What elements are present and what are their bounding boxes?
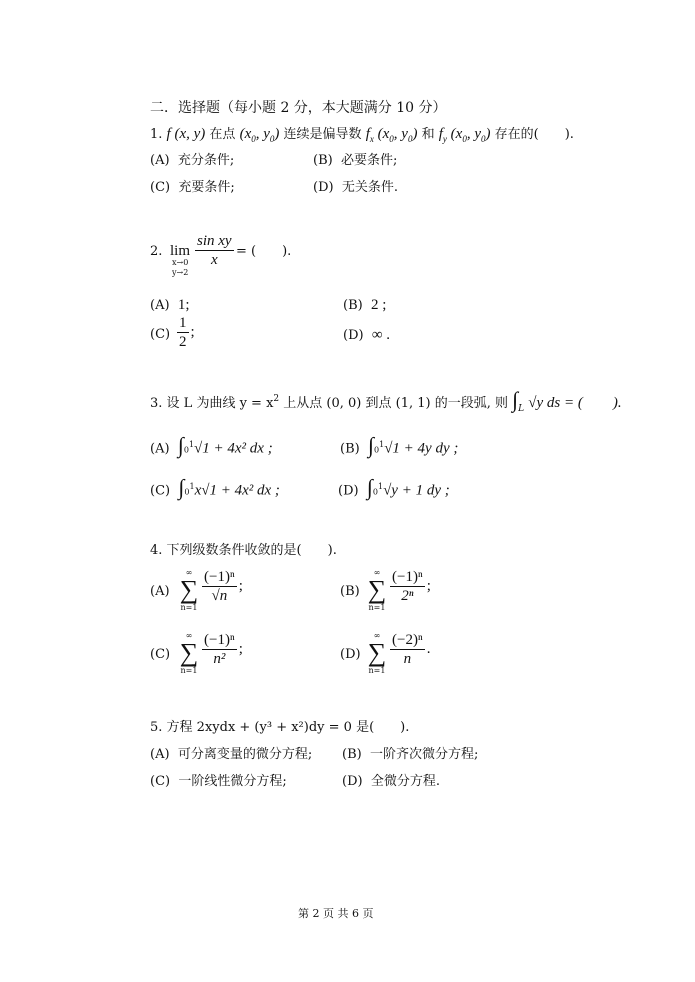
- q4-option-a-sum: ∞ ∑ n=1: [179, 568, 199, 612]
- q4-option-b-sum: ∞ ∑ n=1: [367, 568, 387, 612]
- question-3: 3. 设 L 为曲线 $y = x^2$ 上从点 (0, 0) 到点 (1, 1) 的一段弧, 则 $\int_L$ √y ds = ( ).: [150, 387, 622, 414]
- q4-option-c-frac: $\frac{\text{(−1)ⁿ}}{\text{n²}}$ ;: [204, 632, 243, 667]
- q4-option-d-label: (D): [340, 647, 361, 662]
- q4-option-c-sum: ∞ ∑ n=1: [179, 631, 199, 675]
- section-title: 二．选择题（每小题 2 分，本大题满分 10 分）: [150, 100, 447, 116]
- q2-number: 2.: [150, 244, 163, 259]
- question-1: [150, 126, 574, 143]
- q2-fraction: $\frac{\text{sin xy}}{x}$: [197, 233, 232, 268]
- page-footer: 第 2 页 共 6 页: [298, 907, 374, 920]
- q4-option-c-label: (C): [150, 647, 171, 662]
- q5-option-b: (B) 一阶齐次微分方程;: [342, 747, 479, 762]
- q1-option-a: (A) 充分条件;: [150, 153, 235, 168]
- q2-option-c-label: (C): [150, 327, 171, 342]
- q3-option-c: (C) $\int 0^1x√1 + 4x^2$ dx ;: [150, 474, 280, 500]
- q1-text-a: 在点: [209, 127, 236, 142]
- q2-option-c-fraction: $\frac{1}{2}$ ;: [179, 315, 195, 350]
- q3-option-b: (B) $\int 0^1√1 + 4y$ dy ;: [340, 432, 459, 458]
- q4-option-a-frac: $\frac{\text{(−1)ⁿ}}{√n}$ ;: [204, 569, 243, 604]
- q3-option-d: (D) $\int 0^1√y + 1$ dy ;: [338, 474, 450, 500]
- q1-option-b: (B) 必要条件;: [313, 153, 398, 168]
- q1-text-c: 和: [421, 127, 435, 142]
- q1-fx: $f_x$ ($x_0$, $y_0$): [365, 126, 418, 144]
- q5-option-d: (D) 全微分方程.: [342, 774, 440, 789]
- q2-lim-sub2: y→2: [172, 268, 189, 277]
- q1-point: ($x_0$, $y_0$): [239, 126, 280, 144]
- q4-option-b-frac: $\frac{\text{(−1)ⁿ}}{\text{2ⁿ}}$ ;: [392, 569, 431, 604]
- q2-option-d: (D) ∞ .: [343, 327, 391, 343]
- q4-option-d-sum: ∞ ∑ n=1: [367, 631, 387, 675]
- q2-option-b: (B) 2 ;: [343, 297, 387, 313]
- q3-option-a: (A) $\int 0^1√1 + 4x^2$ dx ;: [150, 432, 273, 458]
- q5-option-a: (A) 可分离变量的微分方程;: [150, 747, 313, 762]
- q1-option-c: (C) 充要条件;: [150, 180, 235, 195]
- q2-tail: = ( ).: [236, 244, 292, 259]
- q2-option-a: (A) 1;: [150, 297, 190, 313]
- q2-lim: lim: [170, 243, 191, 259]
- q4-option-a-label: (A): [150, 584, 170, 599]
- question-4: 4. 下列级数条件收敛的是( ).: [150, 543, 337, 558]
- q1-text-b: 连续是偏导数: [283, 127, 362, 142]
- q4-option-b-label: (B): [340, 584, 360, 599]
- q1-func: f (x, y): [166, 126, 206, 142]
- q1-fy: $f_y$ ($x_0$, $y_0$): [438, 126, 491, 144]
- q1-text-d: 存在的( ).: [494, 127, 574, 142]
- q4-option-d-frac: $\frac{\text{(−2)ⁿ}}{n}$ .: [392, 632, 431, 667]
- q2-lim-sub1: x→0: [172, 258, 189, 267]
- q1-option-d: (D) 无关条件.: [313, 180, 398, 195]
- q5-option-c: (C) 一阶线性微分方程;: [150, 774, 287, 789]
- q1-number: 1.: [150, 127, 163, 142]
- question-5: 5. 方程 2xydx + (y³ + x²)dy = 0 是( ).: [150, 720, 410, 735]
